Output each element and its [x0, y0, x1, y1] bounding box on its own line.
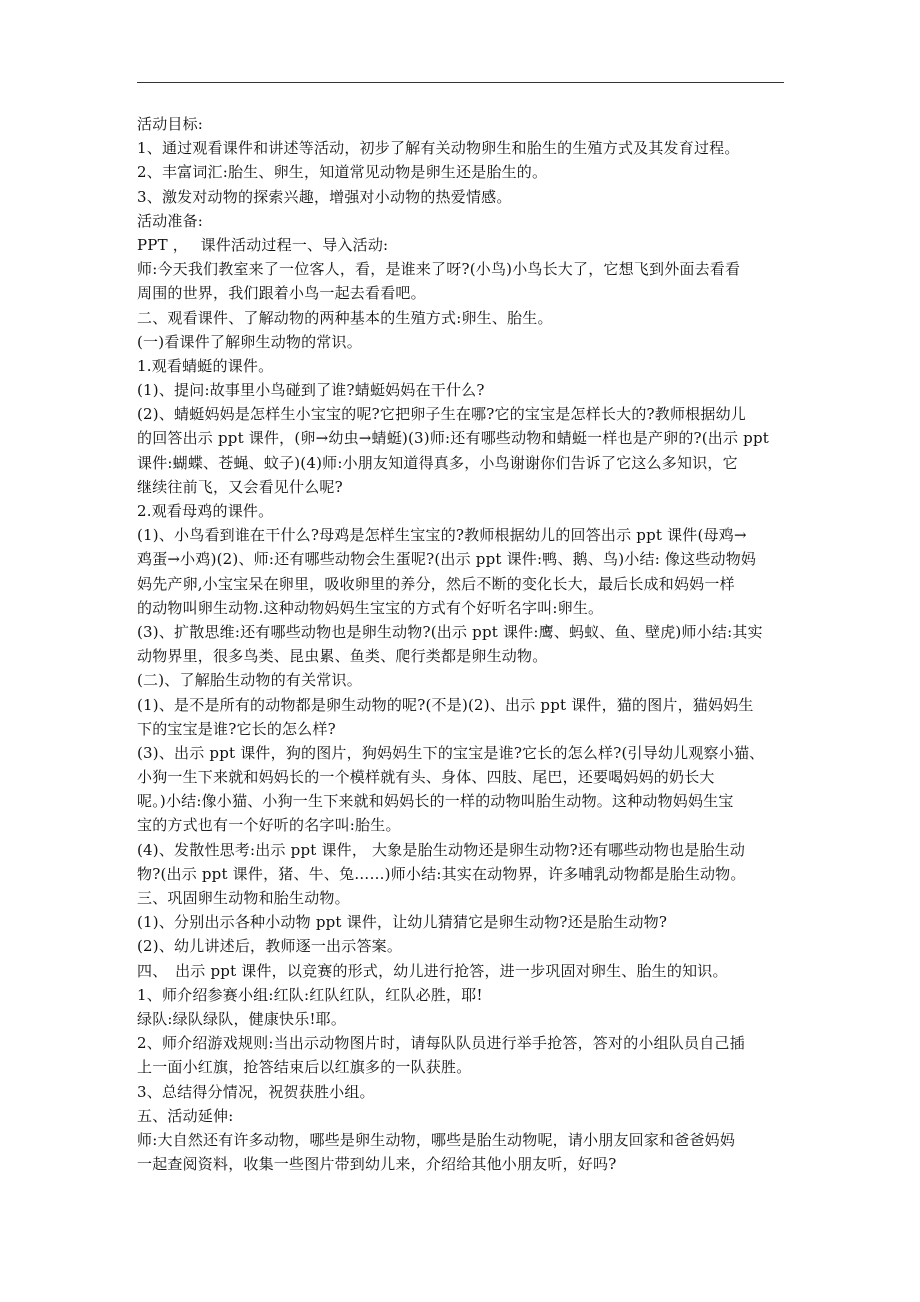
- text-line: (4)、发散性思考:出示 ppt 课件， 大象是胎生动物还是卵生动物?还有哪些动物也是胎生动: [137, 840, 746, 859]
- text-line: 五、活动延伸:: [137, 1106, 234, 1125]
- text-line: 绿队:绿队绿队，健康快乐!耶。: [137, 1009, 347, 1028]
- text-line: 3、激发对动物的探索兴趣，增强对小动物的热爱情感。: [137, 187, 512, 206]
- text-line: 活动准备:: [137, 211, 204, 230]
- text-line: (2)、蜻蜓妈妈是怎样生小宝宝的呢?它把卵子生在哪?它的宝宝是怎样长大的?教师根据幼儿: [137, 405, 746, 424]
- text-line: 2、丰富词汇:胎生、卵生，知道常见动物是卵生还是胎生的。: [137, 163, 548, 182]
- text-line: 活动目标:: [137, 115, 204, 133]
- text-line: 鸡蛋→小鸡)(2)、师:还有哪些动物会生蛋呢?(出示 ppt 课件:鸭、鹅、鸟)小结: 像这些动物妈: [137, 550, 757, 569]
- text-line: 上一面小红旗，抢答结束后以红旗多的一队获胜。: [137, 1058, 472, 1077]
- text-line: (1)、提问:故事里小鸟碰到了谁?蜻蜓妈妈在干什么?: [137, 381, 485, 400]
- text-line: 一起查阅资料，收集一些图片带到幼儿来，介绍给其他小朋友听，好吗?: [137, 1155, 617, 1174]
- text-line: (1)、是不是所有的动物都是卵生动物的呢?(不是)(2)、出示 ppt 课件，猫的图片，猫妈妈生: [137, 695, 754, 714]
- text-line: 课件:蝴蝶、苍蝇、蚊子)(4)师:小朋友知道得真多，小鸟谢谢你们告诉了它这么多知识，它: [137, 453, 738, 472]
- text-line: 2.观看母鸡的课件。: [137, 502, 274, 520]
- text-line: 师:大自然还有许多动物，哪些是卵生动物，哪些是胎生动物呢，请小朋友回家和爸爸妈妈: [137, 1130, 736, 1149]
- text-line: 妈先产卵,小宝宝呆在卵里，吸收卵里的养分，然后不断的变化长大，最后长成和妈妈一样: [137, 574, 735, 593]
- text-line: (一)看课件了解卵生动物的常识。: [137, 332, 362, 351]
- text-line: 的回答出示 ppt 课件，(卵→幼虫→蜻蜓)(3)师:还有哪些动物和蜻蜓一样也是产卵的?(出示 ppt: [137, 429, 770, 448]
- text-line: (1)、小鸟看到谁在干什么?母鸡是怎样生宝宝的?教师根据幼儿的回答出示 ppt 课件(母鸡→: [137, 526, 747, 545]
- text-line: 呢。)小结:像小猫、小狗一生下来就和妈妈长的一样的动物叫胎生动物。这种动物妈妈生宝: [137, 792, 734, 811]
- text-line: 师:今天我们教室来了一位客人，看，是谁来了呀?(小鸟)小鸟长大了，它想飞到外面去看看: [137, 260, 741, 279]
- text-line: PPT ， 课件活动过程一、导入活动:: [137, 235, 389, 254]
- text-line: (3)、扩散思维:还有哪些动物也是卵生动物?(出示 ppt 课件:鹰、蚂蚁、鱼、壁虎)师小结:其实: [137, 622, 763, 641]
- text-line: (2)、幼儿讲述后，教师逐一出示答案。: [137, 937, 403, 956]
- text-line: 四、 出示 ppt 课件，以竞赛的形式，幼儿进行抢答，进一步巩固对卵生、胎生的知识。: [137, 961, 728, 980]
- text-line: 1.观看蜻蜓的课件。: [137, 356, 274, 375]
- text-line: 的动物叫卵生动物.这种动物妈妈生宝宝的方式有个好听名字叫:卵生。: [137, 598, 604, 617]
- text-line: 继续往前飞，又会看见什么呢?: [137, 477, 343, 496]
- text-line: 宝的方式也有一个好听的名字叫:胎生。: [137, 816, 401, 835]
- text-line: 小狗一生下来就和妈妈长的一个模样就有头、身体、四肢、尾巴，还要喝妈妈的奶长大: [137, 768, 715, 787]
- text-line: (1)、分别出示各种小动物 ppt 课件，让幼儿猜猜它是卵生动物?还是胎生动物?: [137, 913, 668, 932]
- text-line: 二、观看课件、了解动物的两种基本的生殖方式:卵生、胎生。: [137, 308, 553, 327]
- text-line: 动物界里，很多鸟类、昆虫累、鱼类、爬行类都是卵生动物。: [137, 647, 548, 666]
- text-line: (二)、了解胎生动物的有关常识。: [137, 671, 362, 690]
- header-rule: [137, 82, 784, 83]
- text-line: 周围的世界，我们跟着小鸟一起去看看吧。: [137, 284, 426, 303]
- text-line: 1、通过观看课件和讲述等活动，初步了解有关动物卵生和胎生的生殖方式及其发育过程。: [137, 139, 740, 158]
- text-line: 1、师介绍参赛小组:红队:红队红队，红队必胜，耶!: [137, 985, 483, 1004]
- text-line: (3)、出示 ppt 课件，狗的图片，狗妈妈生下的宝宝是谁?它长的怎么样?(引导幼儿观察小猫、: [137, 743, 765, 762]
- text-line: 2、师介绍游戏规则:当出示动物图片时，请每队队员进行举手抢答，答对的小组队员自己插: [137, 1034, 745, 1053]
- text-line: 物?(出示 ppt 课件，猪、牛、兔……)师小结:其实在动物界，许多哺乳动物都是胎生动物。: [137, 864, 746, 883]
- document-body: [137, 112, 787, 1176]
- text-line: 3、总结得分情况，祝贺获胜小组。: [137, 1082, 375, 1101]
- text-line: 三、巩固卵生动物和胎生动物。: [137, 889, 350, 907]
- text-line: 下的宝宝是谁?它长的怎么样?: [137, 719, 336, 738]
